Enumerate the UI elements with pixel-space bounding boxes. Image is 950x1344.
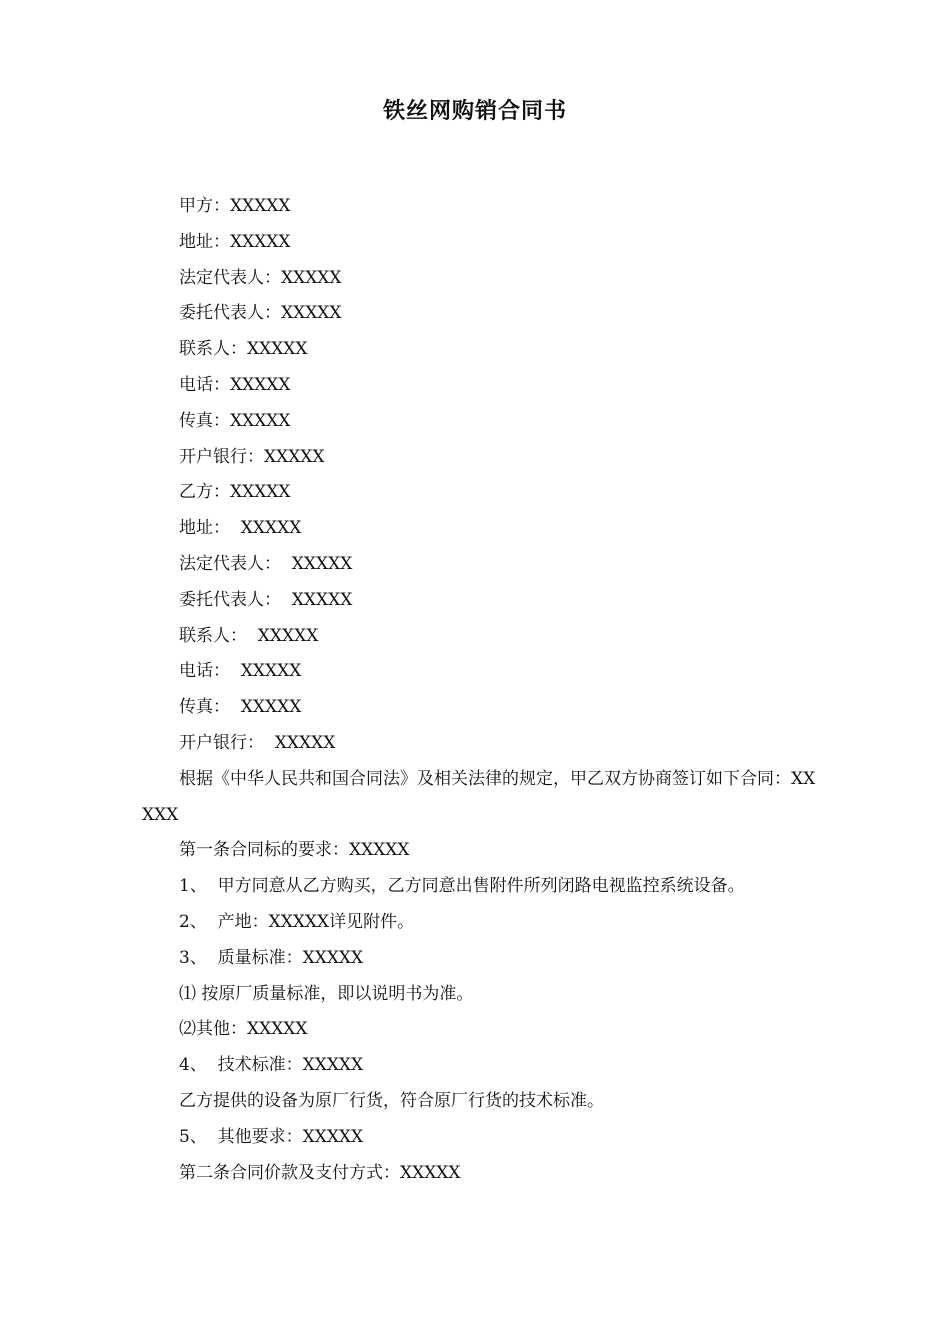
article2-heading: 第二条合同价款及支付方式：XXXXX — [179, 1162, 461, 1183]
article1-item3-sub2: ⑵其他：XXXXX — [179, 1019, 308, 1040]
party-b-legal-rep: 法定代表人： XXXXX — [179, 553, 353, 574]
party-a-fax: 传真：XXXXX — [179, 410, 291, 431]
party-a-agent: 委托代表人：XXXXX — [179, 303, 342, 324]
party-b-phone: 电话： XXXXX — [179, 661, 302, 682]
party-b-contact: 联系人： XXXXX — [179, 625, 319, 646]
party-a-phone: 电话：XXXXX — [179, 374, 291, 395]
party-b-bank: 开户银行： XXXXX — [179, 732, 336, 753]
document-body — [142, 189, 822, 1191]
party-a-address: 地址：XXXXX — [179, 231, 291, 252]
party-b-name: 乙方：XXXXX — [179, 482, 291, 503]
party-b-address: 地址： XXXXX — [179, 518, 302, 539]
article1-item2: 2、 产地：XXXXX详见附件。 — [179, 911, 415, 932]
article1-heading: 第一条合同标的要求：XXXXX — [179, 840, 410, 861]
party-a-contact: 联系人：XXXXX — [179, 339, 308, 360]
article1-item3-sub1: ⑴ 按原厂质量标准，即以说明书为准。 — [179, 983, 474, 1004]
contract-preamble: 根据《中华人民共和国合同法》及相关法律的规定，甲乙双方协商签订如下合同：XXXXX — [142, 768, 816, 825]
party-a-legal-rep: 法定代表人：XXXXX — [179, 267, 342, 288]
party-b-fax: 传真： XXXXX — [179, 697, 302, 718]
article1-item5: 5、 其他要求：XXXXX — [179, 1126, 364, 1147]
party-a-bank: 开户银行：XXXXX — [179, 446, 325, 467]
article1-item4-desc: 乙方提供的设备为原厂行货，符合原厂行货的技术标准。 — [179, 1090, 604, 1111]
party-a-name: 甲方：XXXXX — [179, 196, 291, 216]
party-b-agent: 委托代表人： XXXXX — [179, 589, 353, 610]
article1-item3: 3、 质量标准：XXXXX — [179, 947, 364, 968]
article1-item4: 4、 技术标准：XXXXX — [179, 1055, 364, 1076]
article1-item1: 1、 甲方同意从乙方购买，乙方同意出售附件所列闭路电视监控系统设备。 — [179, 876, 745, 897]
document-title: 铁丝网购销合同书 — [382, 99, 567, 124]
